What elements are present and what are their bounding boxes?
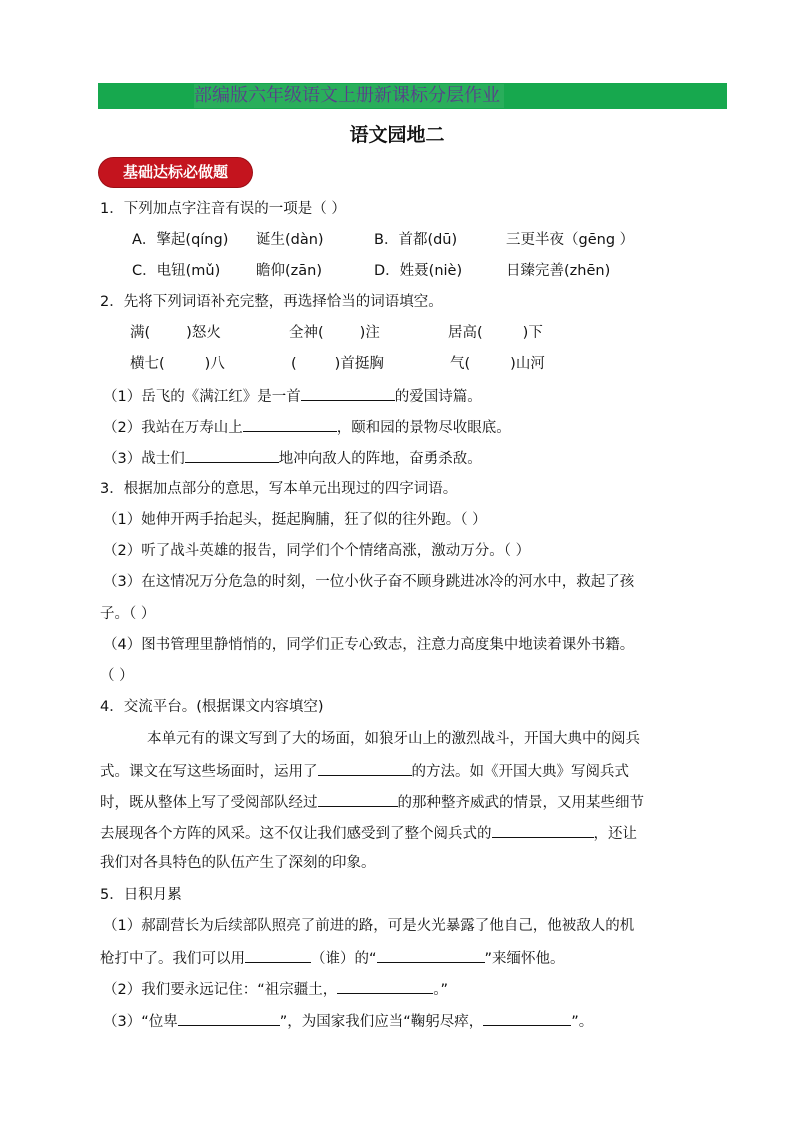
header-banner bbox=[98, 83, 727, 109]
q1-option: 三更半夜（gēng ） bbox=[506, 232, 635, 248]
q2-stem: 2．先将下列词语补充完整，再选择恰当的词语填空。 bbox=[100, 294, 443, 310]
q3-sentence: 子。（ ） bbox=[100, 606, 156, 622]
q2-word: 全神( )注 bbox=[289, 325, 380, 341]
answer-blank[interactable] bbox=[377, 947, 485, 963]
answer-blank[interactable] bbox=[243, 416, 337, 432]
q3-stem: 3．根据加点部分的意思，写本单元出现过的四字词语。 bbox=[100, 481, 458, 497]
q2-sentence: （2）我站在万寿山上 ，颐和园的景物尽收眼底。 bbox=[103, 416, 511, 438]
answer-blank[interactable] bbox=[318, 760, 412, 776]
q2-word: 满( )怒火 bbox=[130, 325, 221, 341]
q2-word: 居高( )下 bbox=[448, 325, 543, 341]
page-title: 语文园地二 bbox=[349, 124, 445, 146]
q4-stem: 4．交流平台。(根据课文内容填空) bbox=[100, 699, 324, 715]
answer-blank[interactable] bbox=[245, 947, 311, 963]
q1-option: 诞生(dàn) bbox=[256, 232, 324, 248]
q1-option: C．电钮(mǔ) bbox=[132, 263, 221, 279]
banner-text: 部编版六年级语文上册新课标分层作业 bbox=[194, 84, 504, 108]
q3-sentence: （ ） bbox=[100, 668, 134, 684]
q5-sentence: （2）我们要永远记住：“祖宗疆土， 。” bbox=[103, 978, 448, 1000]
q2-word: 气( )山河 bbox=[450, 356, 545, 372]
q1-option: 日臻完善(zhēn) bbox=[506, 263, 611, 279]
q2-sentence: （1）岳飞的《满江红》是一首 的爱国诗篇。 bbox=[103, 385, 482, 407]
q5-sentence: （3）“位卑 ”，为国家我们应当“鞠躬尽瘁， ”。 bbox=[103, 1010, 593, 1032]
q5-stem: 5．日积月累 bbox=[100, 887, 182, 903]
answer-blank[interactable] bbox=[337, 978, 433, 994]
q1-option: D．姓聂(niè) bbox=[374, 263, 463, 279]
q2-word: 横七( )八 bbox=[130, 356, 225, 372]
section-badge: 基础达标必做题 bbox=[99, 158, 252, 187]
q2-word: ( )首挺胸 bbox=[291, 356, 384, 372]
q3-sentence: （4）图书管理里静悄悄的，同学们正专心致志，注意力高度集中地读着课外书籍。 bbox=[103, 637, 635, 653]
answer-blank[interactable] bbox=[185, 447, 279, 463]
q5-sentence: （1）郝副营长为后续部队照亮了前进的路，可是火光暴露了他自己，他被敌人的机 bbox=[103, 918, 635, 934]
answer-blank[interactable] bbox=[483, 1010, 571, 1026]
q3-sentence: （3）在这情况万分危急的时刻，一位小伙子奋不顾身跳进冰冷的河水中，救起了孩 bbox=[103, 574, 635, 590]
q4-paragraph-line: 时，既从整体上写了受阅部队经过 的那种整齐威武的情景，又用某些细节 bbox=[100, 791, 644, 813]
answer-blank[interactable] bbox=[318, 791, 398, 807]
q4-paragraph-line: 去展现各个方阵的风采。这不仅让我们感受到了整个阅兵式的 ，还让 bbox=[100, 822, 637, 844]
q3-sentence: （1）她伸开两手抬起头，挺起胸脯，狂了似的往外跑。（ ） bbox=[103, 512, 487, 528]
q1-option: A．擎起(qíng) bbox=[132, 232, 229, 248]
answer-blank[interactable] bbox=[492, 822, 594, 838]
answer-blank[interactable] bbox=[178, 1010, 280, 1026]
q4-paragraph-line: 本单元有的课文写到了大的场面，如狼牙山上的激烈战斗，开国大典中的阅兵 bbox=[147, 731, 640, 747]
q1-option: B．首都(dū) bbox=[374, 232, 458, 248]
q2-sentence: （3）战士们 地冲向敌人的阵地，奋勇杀敌。 bbox=[103, 447, 482, 469]
q1-option: 瞻仰(zān) bbox=[256, 263, 323, 279]
q5-sentence: 枪打中了。我们可以用 （谁）的“ ”来缅怀他。 bbox=[100, 947, 565, 969]
q1-stem: 1．下列加点字注音有误的一项是（ ） bbox=[100, 201, 346, 217]
answer-blank[interactable] bbox=[301, 385, 395, 401]
q4-paragraph-line: 我们对各具特色的队伍产生了深刻的印象。 bbox=[100, 855, 376, 871]
q3-sentence: （2）听了战斗英雄的报告，同学们个个情绪高涨，激动万分。（ ） bbox=[103, 543, 531, 559]
q4-paragraph-line: 式。课文在写这些场面时，运用了 的方法。如《开国大典》写阅兵式 bbox=[100, 760, 629, 782]
